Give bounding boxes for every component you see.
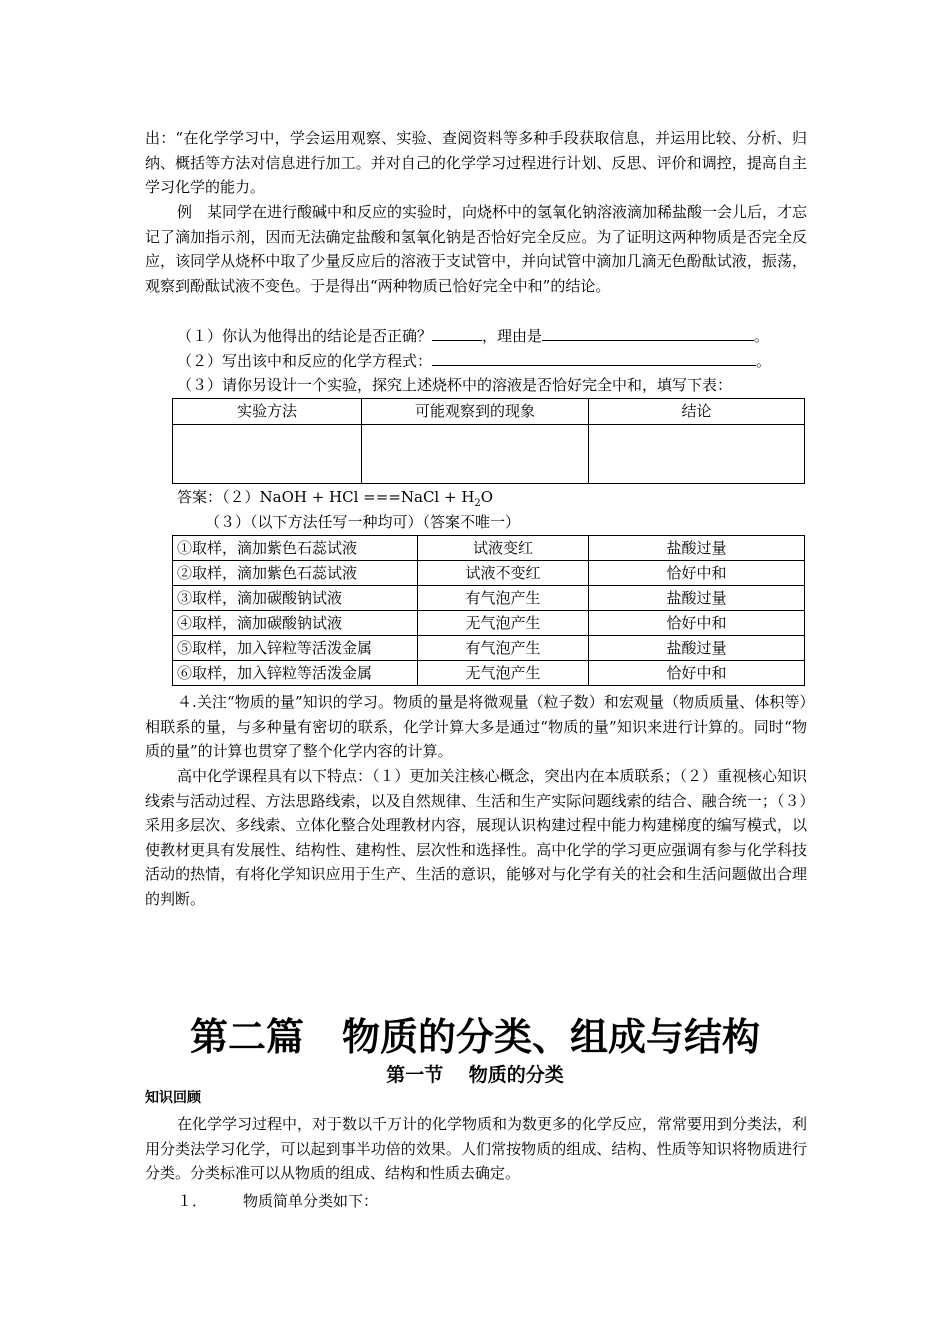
answer-subscript: 2 bbox=[474, 498, 481, 509]
part-title: 第二篇 物质的分类、组成与结构 bbox=[189, 1015, 760, 1059]
review-label: 知识回顾 bbox=[145, 1090, 201, 1106]
header-phenomenon: 可能观察到的现象 bbox=[362, 399, 589, 425]
header-method: 实验方法 bbox=[173, 399, 362, 425]
item-1 bbox=[177, 1189, 378, 1214]
method-cell: ①取样，滴加紫色石蕊试液 bbox=[173, 536, 418, 561]
conclusion-cell: 恰好中和 bbox=[589, 661, 805, 686]
answer-blank-2[interactable] bbox=[542, 325, 754, 341]
example-paragraph: 例 某同学在进行酸碱中和反应的实验时，向烧杯中的氢氧化钠溶液滴加稀盐酸一会儿后，才忘记了滴加指示剂，因而无法确定盐酸和氢氧化钠是否恰好完全反应。为了证明这两种物质是否完全反应，该同学从烧杯中取了少量反应后的溶液于支试管中，并向试管中滴加几滴无色酚酞试液，振荡，观察到酚酞试液不变色。于是得出“两种物质已恰好完全中和”的结论。 bbox=[145, 203, 808, 295]
table-header-row bbox=[173, 399, 805, 425]
conclusion-cell: 盐酸过量 bbox=[589, 586, 805, 611]
table-row bbox=[173, 424, 805, 483]
table-row bbox=[173, 586, 805, 611]
phenomenon-cell: 有气泡产生 bbox=[418, 636, 589, 661]
conclusion-cell: 盐酸过量 bbox=[589, 636, 805, 661]
question-3: （３）请你另设计一个实验，探究上述烧杯中的溶液是否恰好完全中和，填写下表： bbox=[177, 376, 733, 394]
item-1-text: 物质简单分类如下： bbox=[243, 1192, 379, 1210]
question-2 bbox=[177, 349, 771, 374]
question-1 bbox=[177, 324, 769, 349]
table-row bbox=[173, 636, 805, 661]
method-cell: ⑥取样，加入锌粒等活泼金属 bbox=[173, 661, 418, 686]
answer-3-note: （３）（以下方法任写一种均可）（答案不唯一） bbox=[205, 513, 521, 531]
phenomenon-cell: 试液不变红 bbox=[418, 561, 589, 586]
phenomenon-cell: 有气泡产生 bbox=[418, 586, 589, 611]
method-cell: ⑤取样，加入锌粒等活泼金属 bbox=[173, 636, 418, 661]
review-paragraph: 在化学学习过程中，对于数以千万计的化学物质和为数更多的化学反应，常常要用到分类法，利用分类法学习化学，可以起到事半功倍的效果。人们常按物质的组成、结构、性质等知识将物质进行分类。分类标准可以从物质的组成、结构和性质去确定。 bbox=[145, 1115, 808, 1182]
experiment-table bbox=[172, 398, 805, 484]
question-1-reason-label: ，理由是 bbox=[482, 327, 543, 345]
table-row bbox=[173, 536, 805, 561]
section-title: 第一节 物质的分类 bbox=[386, 1064, 564, 1086]
answer-table bbox=[172, 535, 805, 686]
conclusion-cell: 恰好中和 bbox=[589, 561, 805, 586]
answer-equation: 答案：（２）NaOH + HCl ===NaCl + H bbox=[177, 488, 475, 506]
features-paragraph: 高中化学课程具有以下特点：（１）更加关注核心概念，突出内在本质联系；（２）重视核心知识线索与活动过程、方法思路线索，以及自然规律、生活和生产实际问题线索的结合、融合统一；（３）采用多层次、多线索、立体化整合处理教材内容，展现认识构建过程中能力构建梯度的编写模式，以使教材更具有发展性、结构性、建构性、层次性和选择性。高中化学的学习更应强调有参与化学科技活动的热情，有将化学知识应用于生产、生活的意识，能够对与化学有关的社会和生活问题做出合理的判断。 bbox=[145, 767, 808, 908]
table-row bbox=[173, 611, 805, 636]
method-cell[interactable] bbox=[173, 424, 362, 483]
answer-equation-tail: O bbox=[480, 488, 494, 506]
method-cell: ④取样，滴加碳酸钠试液 bbox=[173, 611, 418, 636]
conclusion-cell: 恰好中和 bbox=[589, 611, 805, 636]
phenomenon-cell: 试液变红 bbox=[418, 536, 589, 561]
method-cell: ②取样，滴加紫色石蕊试液 bbox=[173, 561, 418, 586]
phenomenon-cell: 无气泡产生 bbox=[418, 661, 589, 686]
point-4-paragraph: ４.关注“物质的量”知识的学习。物质的量是将微观量（粒子数）和宏观量（物质质量、体积等）相联系的量，与多种量有密切的联系，化学计算大多是通过“物质的量”知识来进行计算的。同时“物质的量”的计算也贯穿了整个化学内容的计算。 bbox=[145, 693, 807, 760]
method-cell: ③取样，滴加碳酸钠试液 bbox=[173, 586, 418, 611]
table-row bbox=[173, 561, 805, 586]
item-1-number: １． bbox=[177, 1192, 208, 1210]
conclusion-cell[interactable] bbox=[589, 424, 805, 483]
question-1-period: 。 bbox=[754, 327, 770, 345]
table-row bbox=[173, 661, 805, 686]
header-conclusion: 结论 bbox=[589, 399, 805, 425]
question-2-period: 。 bbox=[756, 352, 772, 370]
intro-paragraph: 出：“在化学学习中，学会运用观察、实验、查阅资料等多种手段获取信息，并运用比较、分析、归纳、概括等方法对信息进行加工。并对自己的化学学习过程进行计划、反思、评价和调控，提高自主学习化学的能力。 bbox=[145, 129, 807, 196]
phenomenon-cell[interactable] bbox=[362, 424, 589, 483]
answer-blank-3[interactable] bbox=[432, 350, 756, 366]
question-1-text: （１）你认为他得出的结论是否正确？ bbox=[177, 327, 433, 345]
question-2-text: （２）写出该中和反应的化学方程式： bbox=[177, 352, 433, 370]
phenomenon-cell: 无气泡产生 bbox=[418, 611, 589, 636]
conclusion-cell: 盐酸过量 bbox=[589, 536, 805, 561]
answer-line bbox=[177, 485, 493, 510]
answer-blank-1[interactable] bbox=[432, 325, 482, 341]
